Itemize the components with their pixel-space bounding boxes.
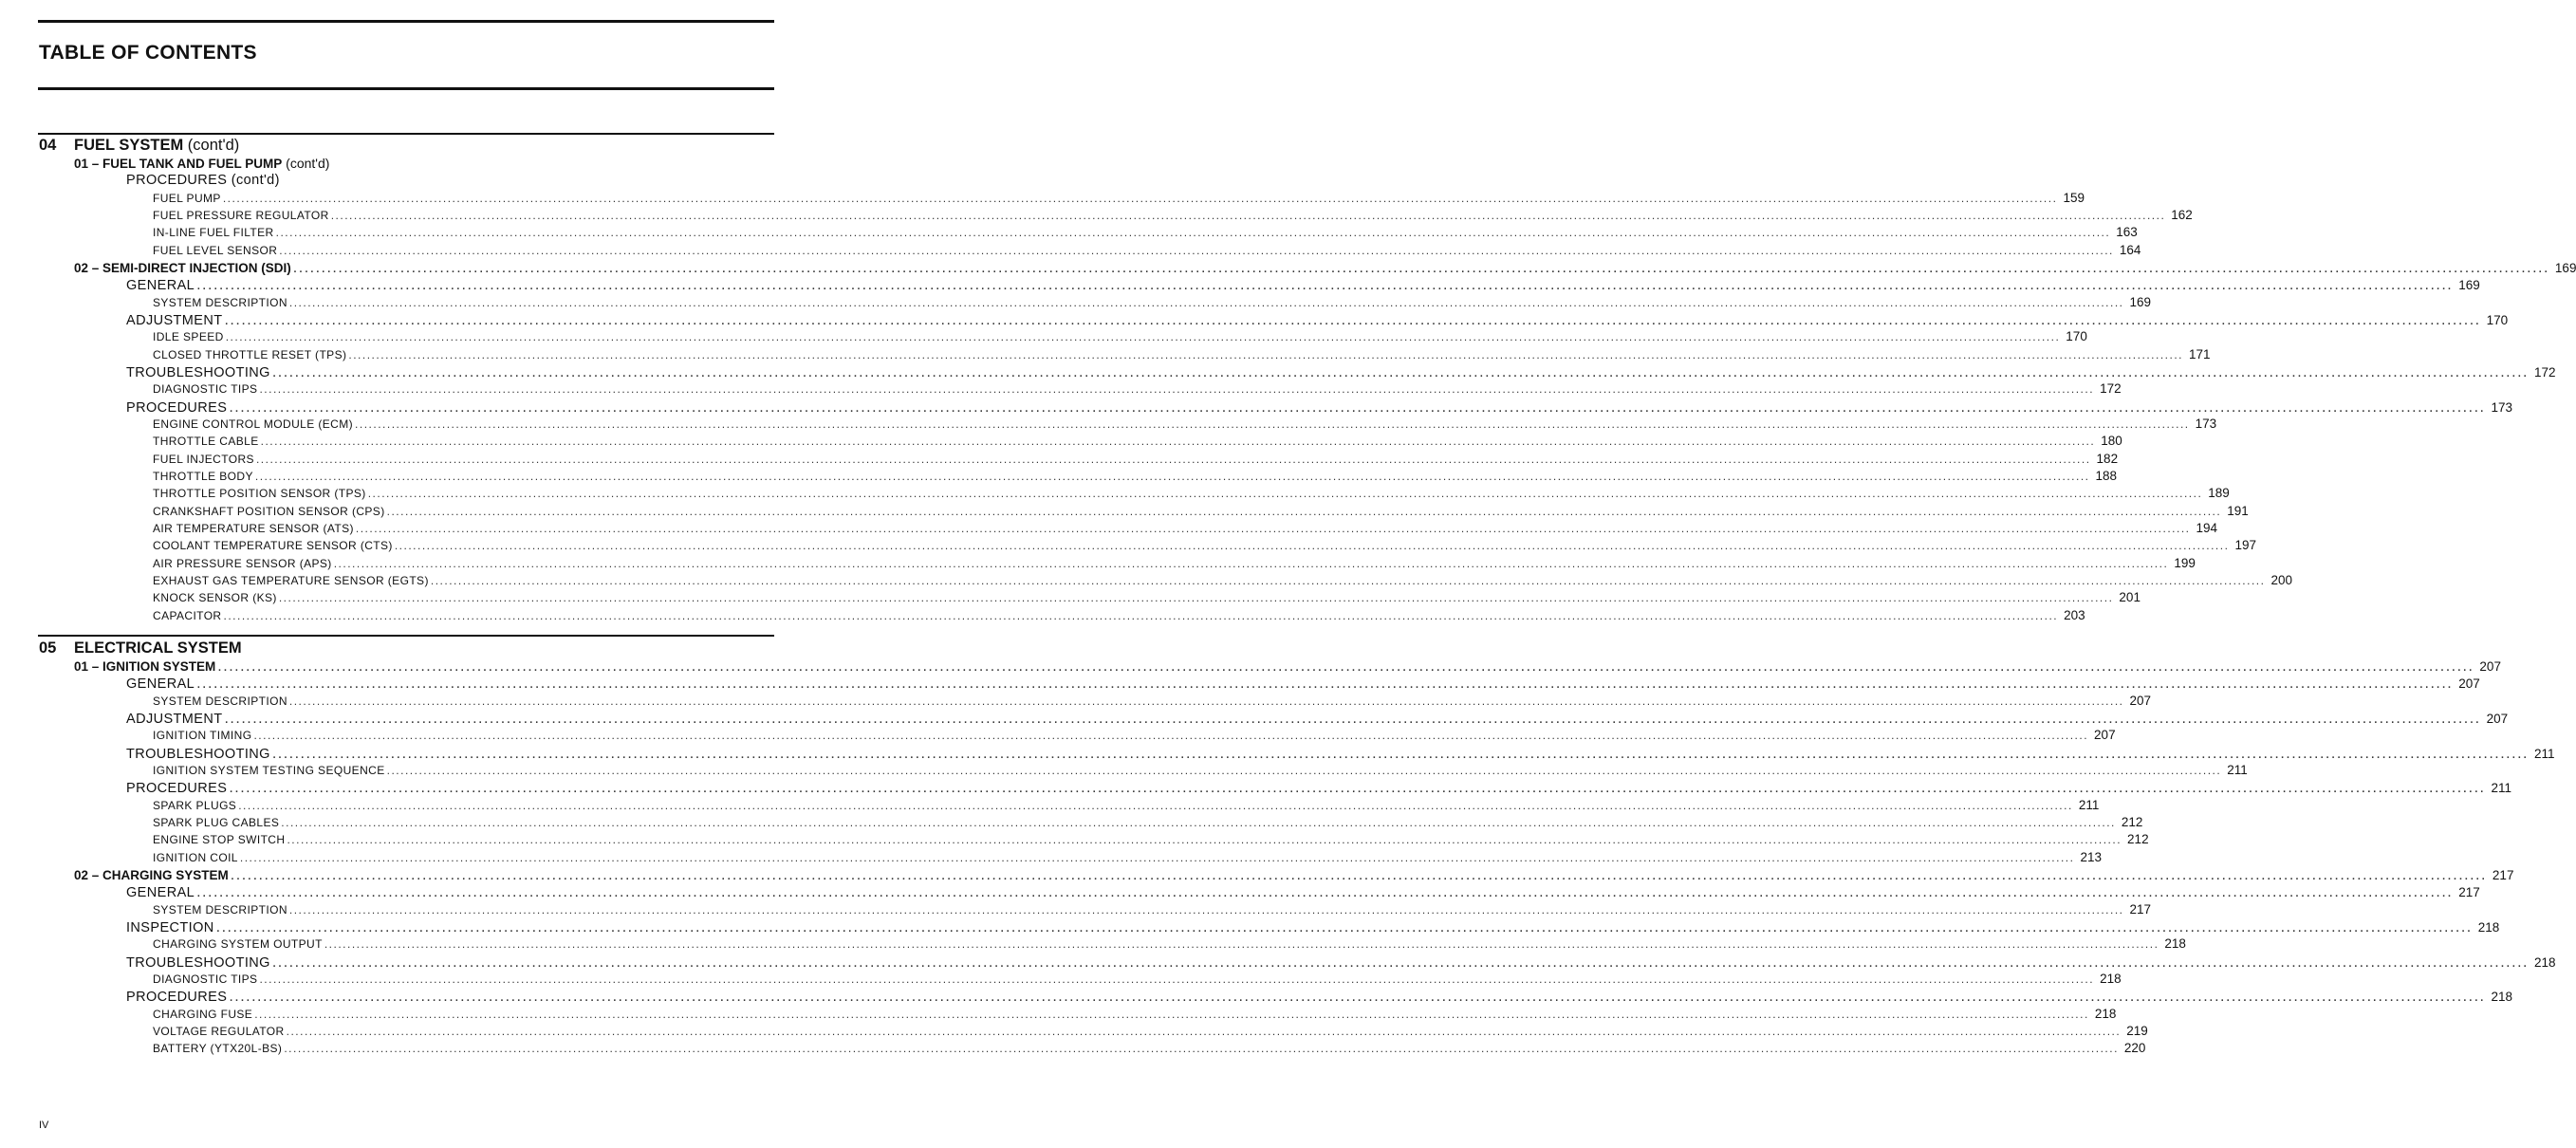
dot-leader: ................................................................................................................................................................................................................................................................................................................................................................................................................ [330,208,2166,222]
toc-entry-text: THROTTLE POSITION SENSOR (TPS) [153,487,366,501]
toc-entry-title [153,487,366,500]
toc-entry-title [153,799,236,812]
toc-entry-title [153,816,279,829]
toc-entry-text: THROTTLE BODY [153,469,253,483]
dot-leader: ................................................................................................................................................................................................................................................................................................................................................................................................................ [284,1042,2119,1056]
toc-entry[interactable] [0,398,2512,417]
dot-leader: ................................................................................................................................................................................................................................................................................................................................................................................................................ [355,417,2190,431]
toc-entry-title [126,173,280,188]
toc-page-number: 171 [2188,346,2211,361]
toc-entry[interactable] [0,901,2152,917]
toc-page-number: 197 [2234,538,2256,553]
toc-entry-title [153,470,253,483]
toc-entry[interactable] [0,259,2576,277]
dot-leader: ................................................................................................................................................................................................................................................................................................................................................................................................................ [355,521,2191,535]
toc-entry-title [126,920,214,935]
top-rule [38,20,774,23]
toc-entry-title [126,313,222,328]
toc-entry[interactable] [0,156,887,171]
toc-entry-text: FUEL SYSTEM [74,137,184,154]
toc-entry-title [153,833,285,846]
toc-entry-text: PROCEDURES [126,173,228,189]
toc-entry[interactable] [0,555,2196,570]
page-number: IV [39,1120,49,1131]
toc-entry[interactable] [0,363,2556,381]
toc-entry-text: SPARK PLUGS [153,798,237,812]
toc-entry[interactable] [0,658,2501,676]
toc-page-number: 172 [2100,381,2122,397]
toc-entry-text: VOLTAGE REGULATOR [153,1024,285,1038]
toc-entry-text: COOLANT TEMPERATURE SENSOR (CTS) [153,539,393,553]
toc-entry[interactable] [0,207,2193,222]
toc-entry-text: CRANKSHAFT POSITION SENSOR (CPS) [153,504,385,518]
toc-entry-text: GENERAL [126,278,195,294]
dot-leader: ................................................................................................................................................................................................................................................................................................................................................................................................................ [224,710,2481,727]
dot-leader: ................................................................................................................................................................................................................................................................................................................................................................................................................ [287,833,2122,847]
toc-entry-text: 01 – IGNITION SYSTEM [74,659,216,674]
toc-entry-text: THROTTLE CABLE [153,435,259,449]
toc-entry-text: BATTERY (YTX20L-BS) [153,1042,283,1056]
toc-entry-title [153,851,238,864]
toc-entry[interactable] [0,225,2138,240]
toc-entry[interactable] [0,607,2085,622]
toc-entry-text: ENGINE STOP SWITCH [153,833,286,847]
toc-page-number: 211 [2227,762,2248,777]
toc-entry-title [126,676,195,692]
toc-entry-text: IDLE SPEED [153,330,224,344]
toc-entry-text: FUEL LEVEL SENSOR [153,243,278,257]
toc-page-number: 170 [2066,329,2087,344]
toc-entry-text: KNOCK SENSOR (KS) [153,591,277,605]
toc-entry-title [153,192,221,205]
toc-entry-title [74,261,291,275]
dot-leader: ................................................................................................................................................................................................................................................................................................................................................................................................................ [278,591,2114,605]
toc-entry-title [153,539,393,552]
toc-entry-title [153,244,277,257]
toc-entry-text: GENERAL [126,885,195,901]
toc-entry[interactable] [0,797,2100,812]
toc-entry-title [126,990,227,1005]
toc-page-number: 217 [2458,885,2480,900]
toc-entry-text: IGNITION COIL [153,850,238,864]
toc-entry[interactable] [0,1023,2148,1038]
toc-entry-title [153,417,353,431]
dot-leader: ................................................................................................................................................................................................................................................................................................................................................................................................................ [196,884,2454,901]
toc-entry[interactable] [0,971,2122,986]
toc-entry[interactable] [0,954,2556,972]
toc-page-number: 220 [2123,1041,2146,1056]
toc-entry-text: DIAGNOSTIC TIPS [153,972,258,986]
dot-leader: ................................................................................................................................................................................................................................................................................................................................................................................................................ [196,676,2454,693]
toc-page-number: 172 [2533,364,2556,380]
toc-page-number: 194 [2196,520,2218,535]
toc-entry[interactable] [0,520,2218,535]
toc-entry-text: CLOSED THROTTLE RESET (TPS) [153,347,347,361]
toc-page-number: 207 [2486,711,2509,726]
title-rule [38,87,774,90]
toc-page-number: 218 [2164,936,2186,952]
toc-entry-title [153,209,329,222]
toc-entry[interactable] [0,468,2118,483]
toc-entry-text: SYSTEM DESCRIPTION [153,694,287,708]
dot-leader: ................................................................................................................................................................................................................................................................................................................................................................................................................ [229,780,2486,797]
toc-page-number: 169 [2458,278,2480,293]
dot-leader: ................................................................................................................................................................................................................................................................................................................................................................................................................ [324,937,2159,952]
toc-page-number: 217 [2492,867,2514,882]
toc-entry[interactable] [0,572,2292,587]
continued-label: (cont'd) [227,173,280,189]
toc-entry[interactable] [0,381,2122,397]
toc-page-number: 199 [2174,555,2196,570]
toc-entry[interactable] [0,329,2087,344]
toc-entry-text: 02 – SEMI-DIRECT INJECTION (SDI) [74,260,291,275]
toc-page-number: 207 [2129,693,2152,708]
toc-entry-text: ADJUSTMENT [126,312,223,328]
toc-entry[interactable] [0,434,2122,449]
toc-entry-title [126,955,270,971]
dot-leader: ................................................................................................................................................................................................................................................................................................................................................................................................................ [260,435,2096,449]
dot-leader: ................................................................................................................................................................................................................................................................................................................................................................................................................ [255,452,2091,466]
toc-entry-title [153,574,429,587]
dot-leader: ................................................................................................................................................................................................................................................................................................................................................................................................................ [215,918,2473,935]
toc-page-number: 218 [2491,990,2512,1005]
toc-page-number: 169 [2129,294,2152,309]
toc-entry-text: SYSTEM DESCRIPTION [153,902,287,917]
toc-entry-title [153,937,323,951]
toc-entry-text: IGNITION SYSTEM TESTING SEQUENCE [153,763,385,777]
toc-entry-title [126,712,222,727]
toc-entry-text: PROCEDURES [126,990,228,1006]
toc-entry[interactable] [0,1006,2117,1021]
toc-page-number: 173 [2491,399,2512,415]
toc-entry[interactable] [0,814,2143,829]
toc-entry-text: ENGINE CONTROL MODULE (ECM) [153,417,354,431]
dot-leader: ................................................................................................................................................................................................................................................................................................................................................................................................................ [348,347,2183,361]
dot-leader: ................................................................................................................................................................................................................................................................................................................................................................................................................ [254,1007,2089,1021]
toc-entry-title [153,505,385,518]
dot-leader: ................................................................................................................................................................................................................................................................................................................................................................................................................ [225,330,2061,344]
toc-entry[interactable] [0,918,2500,936]
toc-entry[interactable] [0,639,887,657]
dot-leader: ................................................................................................................................................................................................................................................................................................................................................................................................................ [286,1024,2122,1038]
toc-entry-text: FUEL PUMP [153,191,221,205]
toc-entry-text: CHARGING FUSE [153,1007,253,1021]
toc-entry-title [126,781,227,796]
toc-entry-text: ELECTRICAL SYSTEM [74,639,242,657]
dot-leader: ................................................................................................................................................................................................................................................................................................................................................................................................................ [279,243,2114,257]
toc-entry[interactable] [0,762,2248,777]
toc-entry-title [126,278,195,293]
toc-page-number: 201 [2119,590,2140,605]
toc-entry[interactable] [0,849,2102,864]
toc-entry-text: DIAGNOSTIC TIPS [153,382,258,397]
toc-entry[interactable] [0,1041,2146,1056]
toc-entry-title [153,1042,282,1055]
dot-leader: ................................................................................................................................................................................................................................................................................................................................................................................................................ [259,382,2095,397]
toc-entry-title [153,435,259,448]
dot-leader: ................................................................................................................................................................................................................................................................................................................................................................................................................ [292,259,2549,276]
toc-page-number: 218 [2533,954,2556,970]
toc-entry[interactable] [0,277,2480,294]
toc-entry[interactable] [0,676,2480,693]
toc-page-number: 203 [2064,607,2085,622]
toc-entry[interactable] [0,832,2149,847]
dot-leader: ................................................................................................................................................................................................................................................................................................................................................................................................................ [223,608,2059,622]
toc-entry-title [153,557,332,570]
toc-entry-title [153,296,287,309]
dot-leader: ................................................................................................................................................................................................................................................................................................................................................................................................................ [386,763,2222,777]
toc-entry-text: INSPECTION [126,919,214,935]
toc-page-number: 173 [2195,416,2217,431]
toc-entry-text: AIR PRESSURE SENSOR (APS) [153,556,332,570]
toc-page-number: 191 [2227,503,2249,518]
toc-page-number: 218 [2100,971,2122,986]
continued-label: (cont'd) [183,137,240,154]
section-04-rule [38,133,774,135]
toc-entry-text: AIR TEMPERATURE SENSOR (ATS) [153,521,354,535]
toc-page-number: 200 [2270,572,2292,587]
toc-entry-title [126,400,227,416]
toc-page-number: 164 [2119,242,2141,257]
toc-entry[interactable] [0,416,2217,431]
toc-entry[interactable] [0,590,2140,605]
toc-entry[interactable] [0,728,2116,743]
toc-page-number: 217 [2129,901,2152,917]
toc-entry[interactable] [0,346,2211,361]
toc-entry-title [74,659,215,674]
toc-page-number: 211 [2491,781,2511,796]
dot-leader: ................................................................................................................................................................................................................................................................................................................................................................................................................ [253,729,2089,743]
toc-entry-title [126,885,195,900]
toc-page-number: 159 [2063,190,2085,205]
toc-page-number: 211 [2533,746,2555,761]
toc-entry-title [39,137,239,155]
toc-page-number: 207 [2458,676,2480,692]
toc-entry[interactable] [0,866,2514,884]
toc-entry[interactable] [0,451,2119,466]
toc-entry-title [153,729,251,742]
toc-entry-text: ADJUSTMENT [126,711,223,727]
dot-leader: ................................................................................................................................................................................................................................................................................................................................................................................................................ [271,954,2529,971]
dot-leader: ................................................................................................................................................................................................................................................................................................................................................................................................................ [281,815,2116,829]
toc-entry[interactable] [0,538,2256,553]
toc-entry[interactable] [0,745,2555,763]
dot-leader: ................................................................................................................................................................................................................................................................................................................................................................................................................ [271,745,2529,762]
toc-entry-title [126,365,270,380]
dot-leader: ................................................................................................................................................................................................................................................................................................................................................................................................................ [238,798,2073,812]
toc-page-number: 207 [2094,728,2116,743]
toc-entry-text: IN-LINE FUEL FILTER [153,226,274,240]
dot-leader: ................................................................................................................................................................................................................................................................................................................................................................................................................ [230,866,2487,883]
dot-leader: ................................................................................................................................................................................................................................................................................................................................................................................................................ [222,191,2058,205]
dot-leader: ................................................................................................................................................................................................................................................................................................................................................................................................................ [224,311,2481,328]
toc-page-number: 163 [2116,225,2138,240]
toc-entry-text: SYSTEM DESCRIPTION [153,295,287,309]
toc-page-number: 218 [2094,1006,2117,1021]
dot-leader: ................................................................................................................................................................................................................................................................................................................................................................................................................ [254,469,2090,483]
toc-page-number: 211 [2078,797,2100,812]
dot-leader: ................................................................................................................................................................................................................................................................................................................................................................................................................ [196,277,2454,294]
toc-page-number: 182 [2096,451,2119,466]
toc-page-number: 212 [2127,832,2149,847]
toc-entry[interactable] [0,884,2480,901]
toc-entry[interactable] [0,190,2085,205]
toc-entry-text: PROCEDURES [126,781,228,797]
toc-entry-text: GENERAL [126,676,195,693]
dot-leader: ................................................................................................................................................................................................................................................................................................................................................................................................................ [367,487,2203,501]
toc-page-number: 170 [2486,312,2509,327]
toc-entry[interactable] [0,294,2152,309]
toc-entry[interactable] [0,710,2509,728]
chapter-number: 04 [39,137,57,154]
toc-entry-title [126,747,270,762]
toc-entry-text: FUEL INJECTORS [153,452,254,466]
dot-leader: ................................................................................................................................................................................................................................................................................................................................................................................................................ [217,658,2474,675]
toc-entry-title [153,330,224,343]
continued-label: (cont'd) [282,156,330,171]
toc-entry-title [153,591,277,604]
toc-entry-title [74,868,229,882]
toc-entry-title [153,972,257,986]
toc-entry-title [153,226,274,239]
toc-entry-title [153,1008,252,1021]
toc-entry[interactable] [0,311,2509,329]
toc-entry-text: FUEL PRESSURE REGULATOR [153,208,329,222]
toc-entry-title [153,764,385,777]
toc-page-number: 180 [2101,434,2122,449]
dot-leader: ................................................................................................................................................................................................................................................................................................................................................................................................................ [430,573,2266,587]
toc-page-number: 188 [2095,468,2118,483]
toc-entry-text: TROUBLESHOOTING [126,746,270,762]
chapter-number: 05 [39,639,57,657]
toc-entry-title [153,694,287,708]
toc-entry-title [153,453,254,466]
toc-page-number: 212 [2121,814,2143,829]
toc-entry[interactable] [0,936,2186,952]
toc-entry-text: IGNITION TIMING [153,729,252,743]
toc-entry[interactable] [0,242,2141,257]
toc-page-number: 162 [2171,207,2193,222]
toc-entry-text: PROCEDURES [126,399,228,416]
toc-entry-title [153,903,287,917]
toc-entry-title [153,348,346,361]
toc-entry-title [153,522,354,535]
toc-entry[interactable] [0,989,2512,1006]
dot-leader: ................................................................................................................................................................................................................................................................................................................................................................................................................ [259,972,2095,986]
toc-entry-text: EXHAUST GAS TEMPERATURE SENSOR (EGTS) [153,573,429,587]
toc-entry-title [153,382,257,396]
toc-entry[interactable] [0,693,2152,708]
dot-leader: ................................................................................................................................................................................................................................................................................................................................................................................................................ [229,989,2486,1006]
toc-entry-text: 02 – CHARGING SYSTEM [74,867,229,882]
toc-entry-text: TROUBLESHOOTING [126,364,270,380]
toc-entry-text: CAPACITOR [153,608,222,622]
toc-page-number: 169 [2554,260,2576,275]
toc-page-number: 213 [2080,849,2102,864]
dot-leader: ................................................................................................................................................................................................................................................................................................................................................................................................................ [271,363,2529,380]
toc-entry-title [153,609,222,622]
toc-entry[interactable] [0,486,2230,501]
toc-entry-text: SPARK PLUG CABLES [153,815,280,829]
toc-entry[interactable] [0,780,2511,797]
toc-entry-title [153,1025,285,1038]
toc-entry-title [39,639,242,657]
toc-entry-text: CHARGING SYSTEM OUTPUT [153,937,323,952]
dot-leader: ................................................................................................................................................................................................................................................................................................................................................................................................................ [239,850,2075,864]
toc-entry-text: 01 – FUEL TANK AND FUEL PUMP [74,157,283,171]
section-05-rule [38,635,774,637]
toc-page-number: 189 [2208,486,2230,501]
dot-leader: ................................................................................................................................................................................................................................................................................................................................................................................................................ [333,556,2169,570]
dot-leader: ................................................................................................................................................................................................................................................................................................................................................................................................................ [275,226,2111,240]
dot-leader: ................................................................................................................................................................................................................................................................................................................................................................................................................ [288,295,2124,309]
toc-entry[interactable] [0,137,887,155]
dot-leader: ................................................................................................................................................................................................................................................................................................................................................................................................................ [229,398,2486,416]
page-title: TABLE OF CONTENTS [39,42,257,64]
toc-page-number: 218 [2477,919,2500,935]
toc-entry[interactable] [0,173,887,188]
dot-leader: ................................................................................................................................................................................................................................................................................................................................................................................................................ [288,902,2124,917]
toc-page-number: 207 [2479,659,2501,674]
toc-page-number: 219 [2126,1023,2148,1038]
dot-leader: ................................................................................................................................................................................................................................................................................................................................................................................................................ [394,539,2230,553]
toc-entry[interactable] [0,503,2249,518]
toc-entry-text: TROUBLESHOOTING [126,954,270,971]
dot-leader: ................................................................................................................................................................................................................................................................................................................................................................................................................ [386,504,2222,518]
toc-entry-title [74,156,329,171]
dot-leader: ................................................................................................................................................................................................................................................................................................................................................................................................................ [288,694,2124,708]
